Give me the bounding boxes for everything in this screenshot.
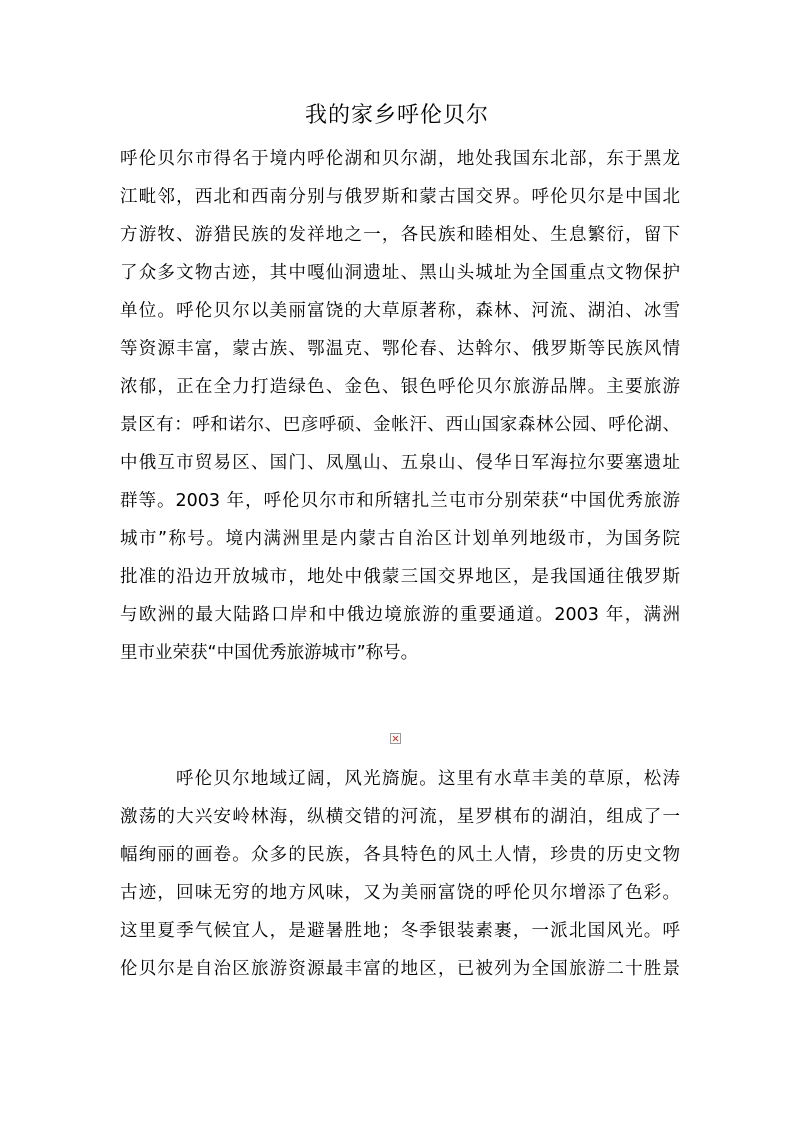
paragraph-1-line: 浓郁，正在全力打造绿色、金色、银色呼伦贝尔旅游品牌。主要旅游: [120, 377, 680, 397]
paragraph-1-line: 城市”称号。境内满洲里是内蒙古自治区计划单列地级市，为国务院: [120, 529, 680, 549]
broken-image-icon: [390, 733, 401, 744]
paragraph-1-line: 批准的沿边开放城市，地处中俄蒙三国交界地区，是我国通往俄罗斯: [120, 567, 680, 587]
broken-image-cross: [391, 734, 400, 743]
paragraph-1-line: 江毗邻，西北和西南分别与俄罗斯和蒙古国交界。呼伦贝尔是中国北: [120, 187, 680, 207]
paragraph-1-line: 群等。2003 年，呼伦贝尔市和所辖扎兰屯市分别荣获“中国优秀旅游: [120, 491, 680, 511]
paragraph-1-line: 了众多文物古迹，其中嘎仙洞遗址、黑山头城址为全国重点文物保护: [120, 263, 680, 283]
paragraph-1-line: 单位。呼伦贝尔以美丽富饶的大草原著称，森林、河流、湖泊、冰雪: [120, 301, 680, 321]
paragraph-2-line: 呼伦贝尔地域辽阔，风光旖旎。这里有水草丰美的草原，松涛: [176, 769, 680, 789]
paragraph-1-line: 里市业荣获“中国优秀旅游城市”称号。: [120, 643, 419, 663]
paragraph-2-line: 伦贝尔是自治区旅游资源最丰富的地区，已被列为全国旅游二十胜景: [120, 959, 680, 979]
document-title: 我的家乡呼伦贝尔: [304, 103, 489, 128]
paragraph-1-line: 与欧洲的最大陆路口岸和中俄边境旅游的重要通道。2003 年，满洲: [120, 605, 680, 625]
paragraph-1-line: 方游牧、游猎民族的发祥地之一，各民族和睦相处、生息繁衍，留下: [120, 225, 680, 245]
paragraph-2-line: 古迹，回味无穷的地方风味，又为美丽富饶的呼伦贝尔增添了色彩。: [120, 883, 680, 903]
paragraph-1: [120, 140, 680, 672]
paragraph-1-line: 呼伦贝尔市得名于境内呼伦湖和贝尔湖，地处我国东北部，东于黑龙: [120, 149, 680, 169]
paragraph-2: [120, 760, 680, 988]
paragraph-1-line: 等资源丰富，蒙古族、鄂温克、鄂伦春、达斡尔、俄罗斯等民族风情: [120, 339, 680, 359]
paragraph-1-line: 中俄互市贸易区、国门、凤凰山、五泉山、侵华日军海拉尔要塞遗址: [120, 453, 680, 473]
paragraph-2-line: 幅绚丽的画卷。众多的民族，各具特色的风土人情，珍贵的历史文物: [120, 845, 680, 865]
paragraph-2-line: 激荡的大兴安岭林海，纵横交错的河流，星罗棋布的湖泊，组成了一: [120, 807, 680, 827]
paragraph-1-line: 景区有：呼和诺尔、巴彦呼硕、金帐汗、西山国家森林公园、呼伦湖、: [120, 415, 680, 435]
paragraph-2-line: 这里夏季气候宜人，是避暑胜地；冬季银装素裹，一派北国风光。呼: [120, 921, 680, 941]
